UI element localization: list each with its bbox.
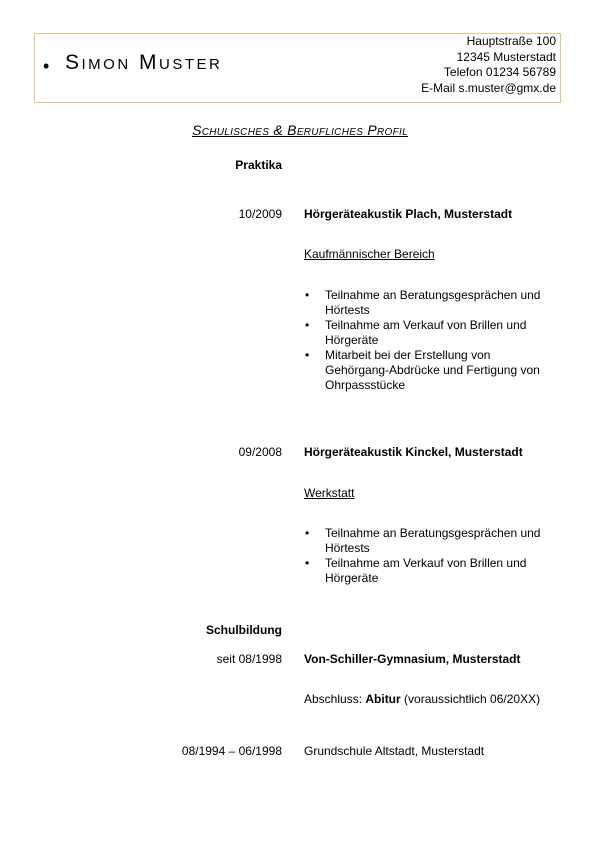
praktikum-1-tasks	[304, 288, 554, 393]
praktikum-1-company: Hörgeräteakustik Plach, Musterstadt	[304, 207, 513, 221]
applicant-name: Simon Muster	[65, 51, 223, 74]
address-city: 12345 Musterstadt	[456, 49, 556, 64]
list-item: • Mitarbeit bei der Erstellung von Gehörgang-Abdrücke und Fertigung von Ohrpassstücke	[304, 348, 554, 393]
list-item: • Teilnahme an Beratungsgesprächen und Hörtests	[304, 526, 554, 556]
praktikum-2-company: Hörgeräteakustik Kinckel, Musterstadt	[304, 445, 523, 459]
list-item: • Teilnahme am Verkauf von Brillen und Hörgeräte	[304, 556, 554, 586]
phone-number: Telefon 01234 56789	[443, 65, 556, 79]
section-title: Schulisches & Berufliches Profil	[192, 122, 408, 138]
address-street: Hauptstraße 100	[466, 34, 556, 48]
email-address: E-Mail s.muster@gmx.de	[421, 80, 556, 95]
praktikum-2-tasks	[304, 526, 554, 586]
school-1-name: Von-Schiller-Gymnasium, Musterstadt	[304, 652, 521, 666]
list-item: • Teilnahme am Verkauf von Brillen und Hörgeräte	[304, 318, 554, 348]
degree-label: Abschluss:	[304, 692, 366, 706]
praktikum-1-area: Kaufmännischer Bereich	[304, 247, 435, 261]
contact-block	[421, 34, 556, 96]
schulbildung-heading: Schulbildung	[206, 623, 282, 637]
degree-value: Abitur	[365, 692, 401, 706]
school-1-date: seit 08/1998	[216, 652, 282, 666]
praktikum-1-date: 10/2009	[238, 207, 282, 221]
school-2-name: Grundschule Altstadt, Musterstadt	[304, 744, 485, 758]
school-2-date: 08/1994 – 06/1998	[181, 744, 282, 758]
degree-note: (voraussichtlich 06/20XX)	[400, 692, 541, 706]
bullet-icon: •	[43, 56, 50, 76]
header-box	[34, 33, 561, 103]
praktika-heading: Praktika	[235, 158, 282, 172]
list-item: • Teilnahme an Beratungsgesprächen und Hörtests	[304, 288, 554, 318]
praktikum-2-area: Werkstatt	[304, 486, 355, 500]
school-1-degree	[304, 692, 540, 707]
praktikum-2-date: 09/2008	[238, 445, 282, 459]
